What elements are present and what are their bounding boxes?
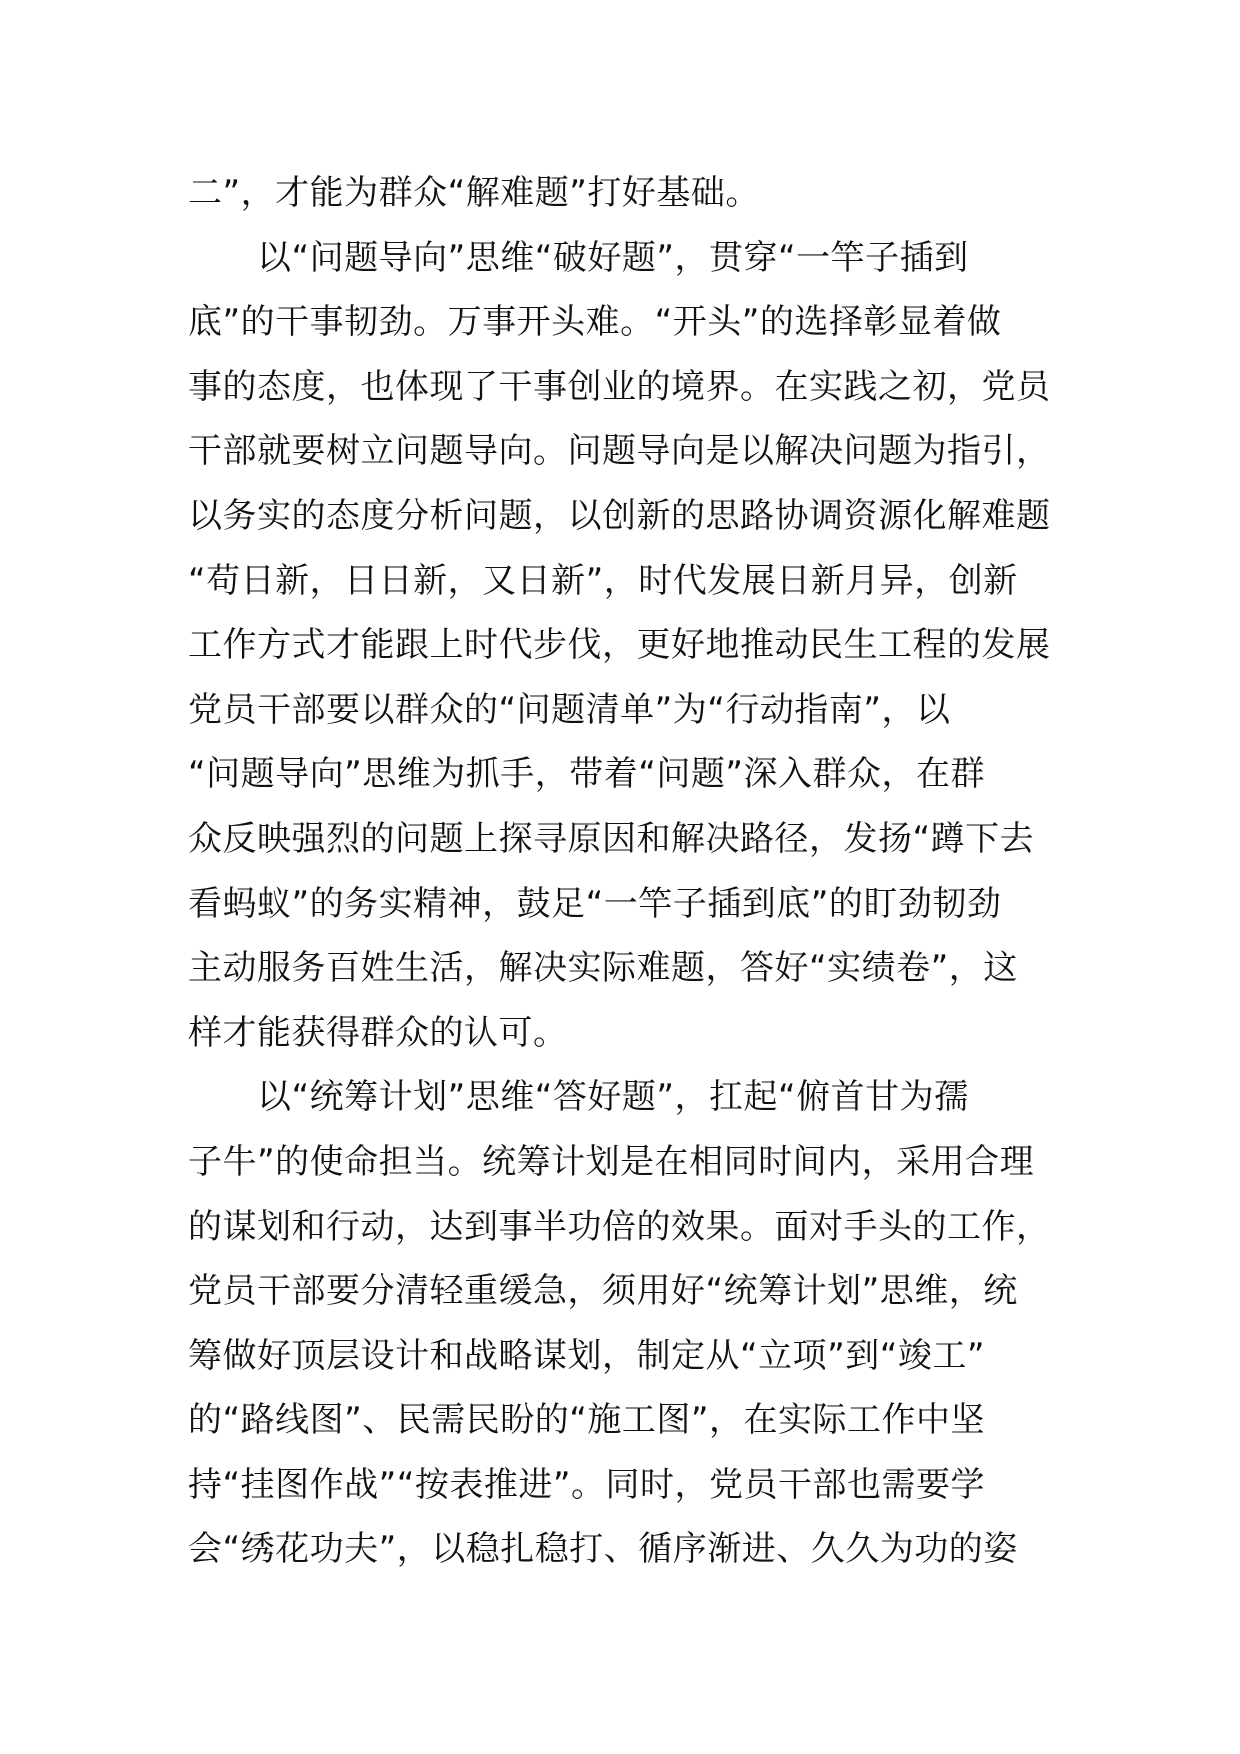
text-line: 的谋划和行动，达到事半功倍的效果。面对手头的工作， — [188, 1206, 1051, 1247]
text-line: “问题导向”思维为抓手，带着“问题”深入群众，在群 — [188, 754, 985, 795]
text-line: 党员干部要以群众的“问题清单”为“行动指南”，以 — [188, 689, 951, 730]
text-line: 看蚂蚁”的务实精神，鼓足“一竿子插到底”的盯劲韧劲 — [188, 883, 1002, 924]
text-line: 子牛”的使命担当。统筹计划是在相同时间内，采用合理 — [188, 1141, 1035, 1182]
text-line: 主动服务百姓生活，解决实际难题，答好“实绩卷”，这 — [188, 948, 1018, 989]
text-line: “苟日新，日日新，又日新”，时代发展日新月异，创新 — [188, 560, 1018, 601]
text-line: 二”，才能为群众“解难题”打好基础。 — [188, 173, 760, 213]
text-line: 会“绣花功夫”，以稳扎稳打、循序渐进、久久为功的姿 — [188, 1529, 1018, 1570]
body-text — [188, 161, 1068, 1582]
text-line: 以务实的态度分析问题，以创新的思路协调资源化解难题 — [188, 495, 1051, 536]
text-line: 持“挂图作战”“按表推进”。同时，党员干部也需要学 — [188, 1464, 985, 1505]
text-line: 众反映强烈的问题上探寻原因和解决路径，发扬“蹲下去 — [188, 818, 1035, 859]
text-line: 筹做好顶层设计和战略谋划，制定从“立项”到“竣工” — [188, 1335, 985, 1376]
text-line: 事的态度，也体现了干事创业的境界。在实践之初，党员 — [188, 366, 1051, 407]
text-line: 样才能获得群众的认可。 — [188, 1012, 568, 1053]
text-line: 工作方式才能跟上时代步伐，更好地推动民生工程的发展 — [188, 625, 1051, 666]
text-line: 以“问题导向”思维“破好题”，贯穿“一竿子插到 — [188, 237, 969, 278]
text-line: 干部就要树立问题导向。问题导向是以解决问题为指引， — [188, 431, 1051, 472]
text-line: 以“统筹计划”思维“答好题”，扛起“俯首甘为孺 — [188, 1077, 969, 1118]
text-line: 底”的干事韧劲。万事开头难。“开头”的选择彰显着做 — [188, 302, 1002, 343]
text-line: 的“路线图”、民需民盼的“施工图”，在实际工作中坚 — [188, 1400, 985, 1441]
text-line: 党员干部要分清轻重缓急，须用好“统筹计划”思维，统 — [188, 1271, 1018, 1312]
